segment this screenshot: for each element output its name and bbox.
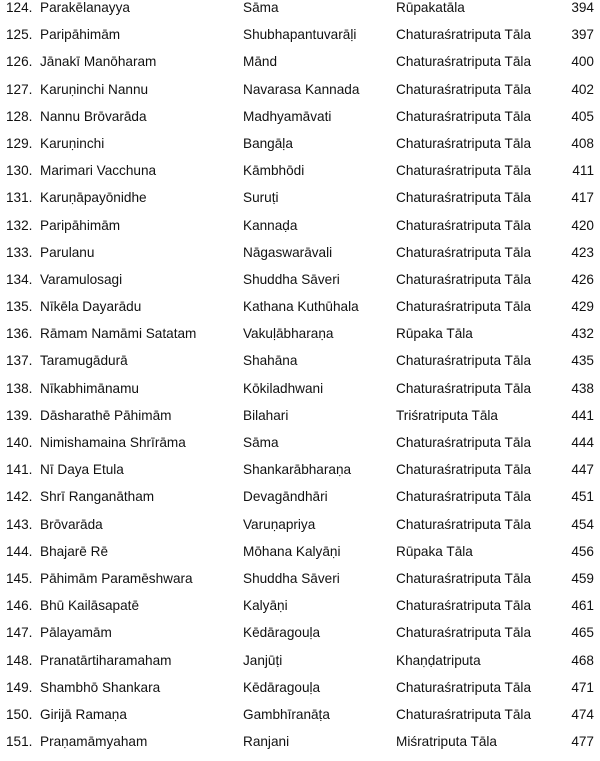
raga-name: Madhyamāvati [243, 108, 332, 124]
entry-number: 140. [6, 435, 33, 450]
song-title: Nimishamaina Shrīrāma [40, 435, 186, 450]
song-title: Karuṇinchi Nannu [40, 81, 149, 97]
tala-name: Chaturaśratriputa Tāla [396, 625, 532, 641]
entry-number: 150. [6, 706, 33, 722]
table-row [0, 0, 600, 27]
table-row [0, 435, 600, 462]
song-title: Shambhō Shankara [40, 679, 161, 695]
page-number: 451 [571, 489, 594, 505]
table-row [0, 27, 600, 54]
raga-name: Janjūṭi [243, 652, 283, 668]
song-title: Pālayamām [40, 625, 112, 641]
tala-name: Chaturaśratriputa Tāla [396, 108, 532, 124]
entry-number: 147. [6, 625, 33, 641]
table-row [0, 625, 600, 652]
tala-name: Chaturaśratriputa Tāla [396, 435, 532, 450]
tala-name: Chaturaśratriputa Tāla [396, 163, 532, 179]
song-title: Parakēlanayya [40, 0, 130, 15]
song-title: Nīkabhimānamu [40, 380, 139, 396]
page-number: 417 [571, 190, 594, 206]
raga-name: Bilahari [243, 407, 289, 423]
raga-name: Sāma [243, 0, 279, 15]
table-row [0, 218, 600, 245]
tala-name: Miśratriputa Tāla [396, 734, 497, 750]
raga-name: Mānd [243, 54, 278, 70]
table-row [0, 272, 600, 299]
song-title: Nī Daya Etula [40, 462, 124, 478]
entry-number: 148. [6, 652, 33, 668]
tala-name: Chaturaśratriputa Tāla [396, 299, 532, 315]
tala-name: Rūpaka Tāla [396, 543, 473, 559]
page-number: 459 [571, 570, 594, 586]
table-row [0, 381, 600, 408]
raga-name: Kannaḍa [243, 217, 298, 233]
page-number: 438 [571, 380, 594, 396]
tala-name: Chaturaśratriputa Tāla [396, 679, 532, 695]
raga-name: Sāma [243, 435, 279, 450]
table-row [0, 734, 600, 761]
page-number: 468 [571, 652, 594, 668]
entry-number: 126. [6, 54, 33, 70]
page-number: 400 [571, 54, 594, 70]
tala-name: Rūpaka Tāla [396, 326, 473, 342]
raga-name: Suruṭi [243, 190, 279, 206]
tala-name: Chaturaśratriputa Tāla [396, 380, 532, 396]
page-number: 405 [571, 108, 594, 124]
entry-number: 128. [6, 108, 33, 124]
song-title: Dāsharathē Pāhimām [40, 407, 172, 423]
tala-name: Chaturaśratriputa Tāla [396, 135, 532, 151]
entry-number: 143. [6, 516, 33, 532]
song-title: Brōvarāda [40, 516, 103, 532]
song-title: Pranatārtiharamaham [40, 652, 172, 668]
table-row [0, 517, 600, 544]
tala-name: Chaturaśratriputa Tāla [396, 27, 532, 43]
raga-name: Kēdāragouḷa [243, 625, 321, 641]
entry-number: 134. [6, 271, 33, 287]
entry-number: 146. [6, 598, 33, 614]
page-number: 408 [571, 135, 594, 151]
entry-number: 129. [6, 135, 33, 151]
song-title: Karuṇinchi [40, 135, 105, 151]
page-number: 435 [571, 353, 594, 369]
song-title: Nīkēla Dayarādu [40, 299, 142, 315]
entry-number: 132. [6, 217, 33, 233]
song-title: Bhajarē Rē [40, 543, 109, 559]
page-number: 461 [571, 598, 594, 614]
page-number: 397 [571, 27, 594, 43]
raga-name: Shuddha Sāveri [243, 271, 340, 287]
table-row [0, 245, 600, 272]
table-row [0, 707, 600, 734]
raga-name: Mōhana Kalyāṇi [243, 543, 341, 559]
entry-number: 125. [6, 27, 33, 43]
entry-number: 139. [6, 407, 33, 423]
raga-name: Shankarābharaṇa [243, 462, 352, 478]
raga-name: Navarasa Kannada [243, 81, 360, 97]
table-row [0, 54, 600, 81]
table-row [0, 489, 600, 516]
raga-name: Shuddha Sāveri [243, 570, 340, 586]
raga-name: Kathana Kuthūhala [243, 299, 359, 315]
entry-number: 144. [6, 543, 33, 559]
raga-name: Vakuḷābharaṇa [243, 326, 334, 342]
table-row [0, 136, 600, 163]
page-number: 429 [571, 299, 594, 315]
raga-name: Devagāndhāri [243, 489, 328, 505]
table-row [0, 680, 600, 707]
table-row [0, 571, 600, 598]
raga-name: Shahāna [243, 353, 298, 369]
entry-number: 149. [6, 679, 33, 695]
raga-name: Nāgaswarāvali [243, 244, 333, 260]
page-number: 394 [571, 0, 594, 15]
page-number: 426 [571, 271, 594, 287]
entry-number: 141. [6, 462, 33, 478]
tala-name: Chaturaśratriputa Tāla [396, 190, 532, 206]
page-number: 432 [571, 326, 594, 342]
table-row [0, 163, 600, 190]
page-number: 474 [571, 706, 594, 722]
entry-number: 130. [6, 163, 33, 179]
entry-number: 137. [6, 353, 33, 369]
table-row [0, 544, 600, 571]
song-title: Paripāhimām [40, 217, 121, 233]
entry-number: 142. [6, 489, 33, 505]
page-number: 447 [571, 462, 594, 478]
tala-name: Chaturaśratriputa Tāla [396, 81, 532, 97]
raga-name: Kōkiladhwani [243, 380, 324, 396]
raga-name: Bangāḷa [243, 135, 293, 151]
raga-name: Varuṇapriya [243, 516, 316, 532]
table-row [0, 408, 600, 435]
tala-name: Chaturaśratriputa Tāla [396, 217, 532, 233]
tala-name: Chaturaśratriputa Tāla [396, 706, 532, 722]
table-row [0, 653, 600, 680]
entry-number: 131. [6, 190, 33, 206]
entry-number: 145. [6, 570, 33, 586]
song-title: Parulanu [40, 244, 95, 260]
tala-name: Chaturaśratriputa Tāla [396, 353, 532, 369]
song-title: Bhū Kailāsapatē [40, 598, 140, 614]
tala-name: Chaturaśratriputa Tāla [396, 570, 532, 586]
page-number: 441 [571, 407, 594, 423]
song-title: Praṇamāmyaham [40, 734, 148, 750]
page-number: 465 [571, 625, 594, 641]
entry-number: 135. [6, 299, 33, 315]
tala-name: Chaturaśratriputa Tāla [396, 462, 532, 478]
raga-name: Kāmbhōdi [243, 163, 305, 179]
table-row [0, 326, 600, 353]
page-number: 411 [572, 163, 594, 179]
table-row [0, 353, 600, 380]
song-title: Taramugādurā [40, 353, 128, 369]
tala-name: Chaturaśratriputa Tāla [396, 598, 532, 614]
table-row [0, 190, 600, 217]
tala-name: Chaturaśratriputa Tāla [396, 516, 532, 532]
raga-name: Gambhīranāṭa [243, 706, 330, 722]
song-title: Nannu Brōvarāda [40, 108, 147, 124]
raga-name: Shubhapantuvarāḷi [243, 27, 357, 43]
tala-name: Rūpakatāla [396, 0, 465, 15]
song-title: Pāhimām Paramēshwara [40, 570, 193, 586]
raga-name: Ranjani [243, 734, 290, 750]
entry-number: 133. [6, 244, 33, 260]
song-title: Girijā Ramaṇa [40, 706, 127, 722]
table-row [0, 109, 600, 136]
raga-name: Kalyāṇi [243, 598, 288, 614]
table-row [0, 299, 600, 326]
song-title: Karuṇāpayōnidhe [40, 190, 147, 206]
page-number: 477 [571, 734, 594, 750]
tala-name: Chaturaśratriputa Tāla [396, 54, 532, 70]
entry-number: 151. [6, 734, 33, 750]
entry-number: 124. [6, 0, 33, 15]
entry-number: 138. [6, 380, 33, 396]
table-row [0, 462, 600, 489]
song-title: Jānakī Manōharam [40, 54, 157, 70]
song-title: Marimari Vacchuna [40, 163, 157, 179]
entry-number: 127. [6, 81, 33, 97]
page-number: 420 [571, 217, 594, 233]
song-title: Rāmam Namāmi Satatam [40, 326, 197, 342]
page-number: 402 [571, 81, 594, 97]
page-number: 456 [571, 543, 594, 559]
entry-number: 136. [6, 326, 33, 342]
page-number: 471 [571, 679, 594, 695]
page-number: 444 [571, 435, 594, 450]
page-number: 423 [571, 244, 594, 260]
song-title: Shrī Ranganātham [40, 489, 155, 505]
tala-name: Khaṇḍatriputa [396, 652, 481, 668]
tala-name: Chaturaśratriputa Tāla [396, 271, 532, 287]
song-title: Paripāhimām [40, 27, 121, 43]
tala-name: Chaturaśratriputa Tāla [396, 244, 532, 260]
raga-name: Kēdāragouḷa [243, 679, 321, 695]
table-row [0, 598, 600, 625]
tala-name: Triśratriputa Tāla [396, 407, 498, 423]
song-title: Varamulosagi [40, 271, 123, 287]
page-number: 454 [571, 516, 594, 532]
table-row [0, 82, 600, 109]
tala-name: Chaturaśratriputa Tāla [396, 489, 532, 505]
